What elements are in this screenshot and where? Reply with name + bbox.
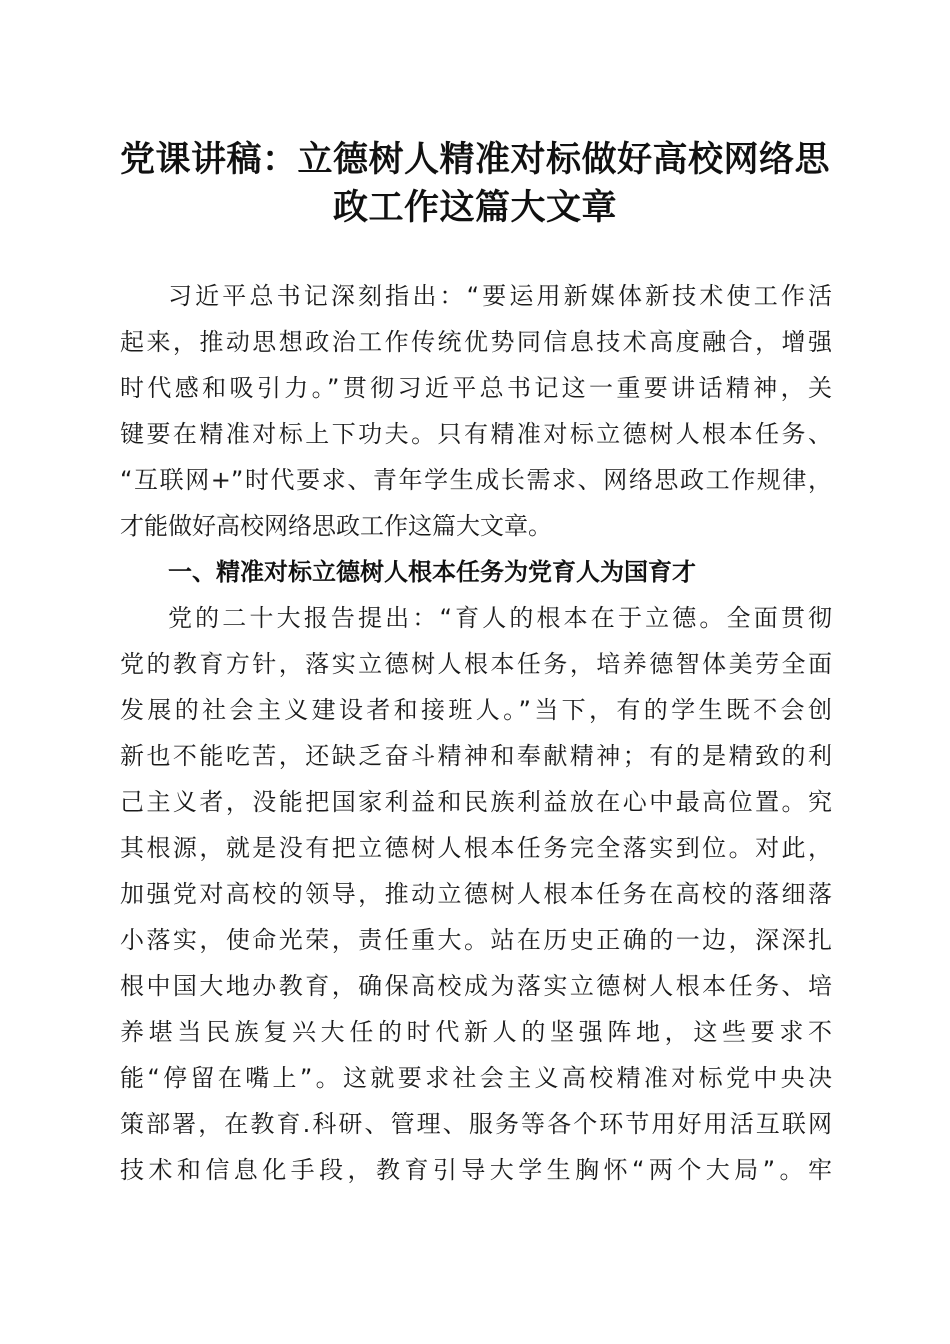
paragraph-1-line-2: 起来，推动思想政治工作传统优势同信息技术高度融合，增强 (120, 328, 832, 356)
paragraph-2-line-8: 小落实，使命光荣，责任重大。站在历史正确的一边，深深扎 (120, 926, 832, 954)
paragraph-2-line-11: 能“停留在嘴上”。这就要求社会主义高校精准对标党中央决 (120, 1064, 832, 1092)
paragraph-2-line-3: 发展的社会主义建设者和接班人。”当下，有的学生既不会创 (120, 696, 832, 724)
paragraph-1-line-3: 时代感和吸引力。”贯彻习近平总书记这一重要讲话精神，关 (120, 374, 832, 402)
paragraph-1-line-1: 习近平总书记深刻指出：“要运用新媒体新技术使工作活 (168, 282, 832, 310)
paragraph-2-line-6: 其根源，就是没有把立德树人根本任务完全落实到位。对此， (120, 834, 832, 862)
paragraph-2-line-7: 加强党对高校的领导，推动立德树人根本任务在高校的落细落 (120, 880, 832, 908)
document-title-line-2: 政工作这篇大文章 (332, 187, 617, 228)
paragraph-1-line-5: “互联网+”时代要求、青年学生成长需求、网络思政工作规律， (120, 466, 832, 494)
paragraph-1-line-4: 键要在精准对标上下功夫。只有精准对标立德树人根本任务、 (120, 420, 832, 448)
paragraph-2-line-10: 养堪当民族复兴大任的时代新人的坚强阵地，这些要求不 (120, 1018, 832, 1046)
paragraph-2-line-12: 策部署，在教育.科研、管理、服务等各个环节用好用活互联网 (120, 1110, 832, 1138)
paragraph-1-line-6: 才能做好高校网络思政工作这篇大文章。 (120, 512, 552, 540)
paragraph-2-line-13: 技术和信息化手段，教育引导大学生胸怀“两个大局”。牢 (120, 1156, 832, 1184)
paragraph-2-line-4: 新也不能吃苦，还缺乏奋斗精神和奉献精神；有的是精致的利 (120, 742, 832, 770)
document-title-line-1: 党课讲稿：立德树人精准对标做好高校网络思 (119, 139, 830, 180)
paragraph-2-line-1: 党的二十大报告提出：“育人的根本在于立德。全面贯彻 (168, 604, 832, 632)
paragraph-2-line-2: 党的教育方针，落实立德树人根本任务，培养德智体美劳全面 (120, 650, 832, 678)
section-1-heading: 一、精准对标立德树人根本任务为党育人为国育才 (168, 558, 696, 586)
paragraph-2-line-5: 己主义者，没能把国家利益和民族利益放在心中最高位置。究 (120, 788, 832, 816)
paragraph-2-line-9: 根中国大地办教育，确保高校成为落实立德树人根本任务、培 (120, 972, 832, 1000)
